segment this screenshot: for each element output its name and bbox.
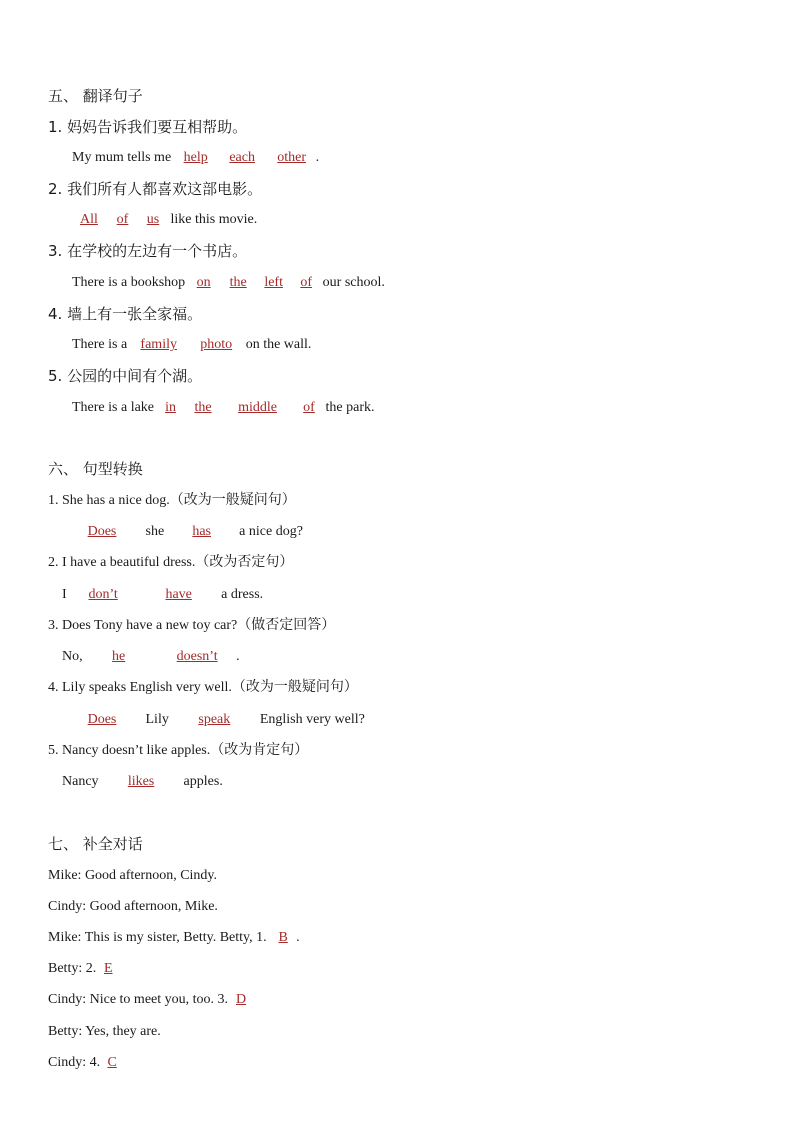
- answer-blank: D: [235, 992, 247, 1007]
- answer-line: [62, 647, 240, 667]
- sentence-text: Betty: 2.: [48, 961, 97, 976]
- answer-blank: in: [165, 400, 176, 415]
- answer-blank: the: [194, 400, 212, 415]
- sentence-text: Cindy: Nice to meet you, too. 3.: [48, 992, 229, 1007]
- answer-line: [62, 522, 303, 542]
- answer-blank: us: [146, 212, 160, 227]
- sentence-text: a nice dog?: [235, 524, 303, 539]
- answer-blank: on: [196, 275, 211, 290]
- sentence-text: she: [142, 524, 168, 539]
- answer-blank: likes: [127, 774, 155, 789]
- answer-blank: of: [300, 275, 312, 290]
- answer-line: [62, 772, 223, 792]
- section-heading: 五、 翻译句子: [48, 87, 143, 105]
- answer-blank: All: [80, 212, 98, 227]
- dialogue-line: Betty: Yes, they are.: [48, 1024, 161, 1039]
- answer-blank: has: [192, 524, 211, 539]
- answer-blank: left: [264, 275, 283, 290]
- dialogue-line: [48, 959, 120, 979]
- answer-blank: family: [140, 337, 177, 352]
- answer-blank: E: [103, 961, 113, 976]
- answer-blank: each: [229, 150, 255, 165]
- answer-blank: Does: [87, 524, 117, 539]
- sentence-text: our school.: [319, 275, 385, 290]
- answer-blank: help: [183, 150, 208, 165]
- section-heading: 七、 补全对话: [48, 835, 143, 853]
- question-text: 4. 墙上有一张全家福。: [48, 305, 203, 323]
- sentence-text: on the wall.: [242, 337, 312, 352]
- answer-blank: don’t: [88, 587, 118, 602]
- answer-blank: of: [303, 400, 315, 415]
- sentence-text: a dress.: [217, 587, 264, 602]
- answer-blank: he: [112, 649, 126, 664]
- question-text: 3. Does Tony have a new toy car?（做否定回答）: [48, 618, 336, 633]
- dialogue-line: [48, 928, 300, 948]
- sentence-text: Nancy: [62, 774, 103, 789]
- answer-blank: doesn’t: [176, 649, 218, 664]
- answer-line: [62, 585, 263, 605]
- answer-blank: of: [116, 212, 129, 227]
- sentence-text: .: [236, 649, 240, 664]
- answer-blank: have: [165, 587, 192, 602]
- question-text: 2. 我们所有人都喜欢这部电影。: [48, 180, 263, 198]
- sentence-text: apples.: [180, 774, 223, 789]
- answer-line: [72, 273, 385, 293]
- dialogue-line: [48, 990, 254, 1010]
- sentence-text: .: [296, 930, 300, 945]
- sentence-text: My mum tells me: [72, 150, 175, 165]
- question-text: 2. I have a beautiful dress.（改为否定句）: [48, 555, 294, 570]
- answer-blank: B: [278, 930, 288, 945]
- answer-line: [72, 398, 375, 418]
- dialogue-line: Cindy: Good afternoon, Mike.: [48, 899, 218, 914]
- sentence-text: There is a: [72, 337, 131, 352]
- dialogue-line: [48, 1053, 124, 1073]
- answer-line: [62, 710, 365, 730]
- answer-blank: speak: [198, 712, 231, 727]
- sentence-text: No,: [62, 649, 83, 664]
- sentence-text: Mike: This is my sister, Betty. Betty, 1.: [48, 930, 271, 945]
- answer-blank: the: [229, 275, 247, 290]
- sentence-text: .: [315, 150, 320, 165]
- sentence-text: There is a lake: [72, 400, 158, 415]
- question-text: 4. Lily speaks English very well.（改为一般疑问句）: [48, 680, 358, 695]
- sentence-text: Lily: [142, 712, 173, 727]
- sentence-text: like this movie.: [167, 212, 258, 227]
- answer-blank: photo: [200, 337, 233, 352]
- sentence-text: I: [62, 587, 71, 602]
- answer-blank: middle: [238, 400, 277, 415]
- answer-blank: other: [277, 150, 307, 165]
- answer-line: [72, 335, 311, 355]
- answer-blank: C: [107, 1055, 117, 1070]
- sentence-text: English very well?: [256, 712, 365, 727]
- question-text: 1. 妈妈告诉我们要互相帮助。: [48, 118, 248, 136]
- dialogue-line: Mike: Good afternoon, Cindy.: [48, 868, 218, 883]
- answer-line: [72, 148, 319, 168]
- question-text: 5. Nancy doesn’t like apples.（改为肯定句）: [48, 743, 309, 758]
- question-text: 1. She has a nice dog.（改为一般疑问句）: [48, 493, 296, 508]
- section-heading: 六、 句型转换: [48, 460, 143, 478]
- answer-blank: Does: [87, 712, 117, 727]
- sentence-text: There is a bookshop: [72, 275, 189, 290]
- answer-line: [72, 210, 257, 230]
- sentence-text: Cindy: 4.: [48, 1055, 101, 1070]
- sentence-text: the park.: [322, 400, 375, 415]
- question-text: 5. 公园的中间有个湖。: [48, 367, 203, 385]
- question-text: 3. 在学校的左边有一个书店。: [48, 242, 248, 260]
